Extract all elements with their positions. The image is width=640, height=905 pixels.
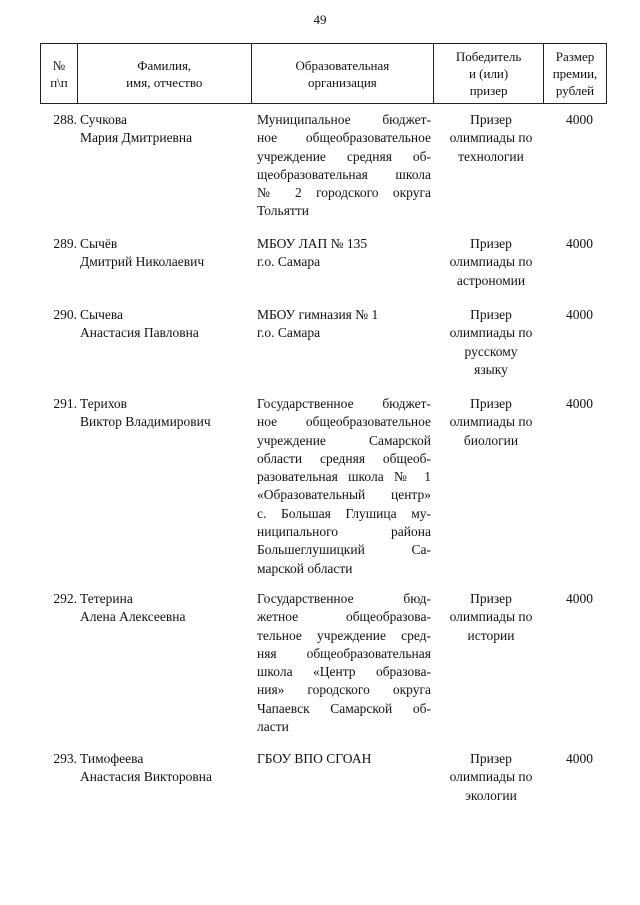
name-line: Тетерина (80, 591, 133, 606)
name-line: Сычева (80, 307, 124, 322)
status-line: Призер (470, 236, 512, 251)
org-line: учреждение Самарской (257, 432, 431, 448)
org-line: марской области (257, 560, 353, 576)
organization (257, 111, 431, 221)
header-amount (544, 44, 607, 104)
row-number: 288. (53, 112, 77, 127)
organization (257, 590, 431, 736)
status-line: олимпиады по (449, 769, 533, 785)
name-line: Мария Дмитриевна (80, 130, 193, 146)
status-line: биологии (463, 432, 519, 448)
status (436, 395, 546, 450)
name-line: Сучкова (80, 112, 128, 127)
org-line: Государственное бюджет- (257, 396, 431, 411)
header-name-line: имя, отчество (126, 74, 203, 90)
header-org (251, 44, 434, 104)
person-name (80, 750, 250, 787)
header-name (77, 44, 251, 104)
organization (257, 306, 431, 343)
org-line: Государственное бюд- (257, 591, 431, 606)
table-header (40, 43, 607, 104)
header-num-line: п\п (50, 74, 68, 90)
row-number: 289. (53, 236, 77, 251)
org-line: МБОУ гимназия № 1 (257, 307, 379, 322)
status-line: Призер (470, 307, 512, 322)
status (436, 306, 546, 379)
prize-amount: 4000 (566, 236, 593, 251)
header-status-line: призер (469, 83, 508, 98)
prize-amount: 4000 (566, 591, 593, 606)
organization (257, 395, 431, 578)
status-line: Призер (470, 751, 512, 766)
header-name-line: Фамилия, (137, 57, 192, 73)
person-name (80, 111, 250, 148)
person-name (80, 590, 250, 627)
org-line: ное общеобразовательное (257, 130, 431, 146)
org-line: ГБОУ ВПО СГОАН (257, 751, 372, 766)
row-number: 293. (53, 751, 77, 766)
status (436, 750, 546, 805)
org-line: ниципального района (257, 524, 431, 540)
header-amount-line: премии, (552, 66, 598, 81)
org-line: ния» городского округа (257, 682, 431, 698)
org-line: г.о. Самара (257, 325, 321, 341)
status-line: астрономии (456, 272, 526, 288)
page-number: 49 (313, 12, 327, 27)
org-line: Чапаевск Самарской об- (257, 700, 431, 716)
organization (257, 750, 431, 768)
header-num-line: № (52, 57, 66, 73)
org-line: учреждение средняя об- (257, 148, 431, 164)
org-line: области средняя общеоб- (257, 450, 431, 466)
status (436, 235, 546, 290)
header-amount-line: Размер (555, 49, 595, 64)
row-number: 292. (53, 591, 77, 606)
person-name (80, 306, 250, 343)
org-line: разовательная школа № 1 (257, 469, 431, 485)
status-line: олимпиады по (449, 325, 533, 341)
header-org-line: организация (307, 74, 377, 90)
org-line: Муниципальное бюджет- (257, 112, 431, 127)
person-name (80, 395, 250, 432)
status-line: экологии (465, 787, 517, 803)
status-line: Призер (470, 591, 512, 606)
header-status-line: Победитель (455, 49, 522, 64)
person-name (80, 235, 250, 272)
row-number: 290. (53, 307, 77, 322)
prize-amount: 4000 (566, 112, 593, 127)
status-line: олимпиады по (449, 130, 533, 146)
status (436, 111, 546, 166)
org-line: ласти (257, 719, 289, 735)
organization (257, 235, 431, 272)
status-line: олимпиады по (449, 254, 533, 270)
name-line: Анастасия Павловна (80, 325, 199, 341)
header-status (434, 44, 544, 104)
status-line: олимпиады по (449, 414, 533, 430)
header-status-line: и (или) (468, 66, 509, 81)
org-line: «Образовательный центр» (257, 487, 431, 503)
name-line: Терихов (80, 396, 128, 411)
status-line: языку (474, 361, 508, 377)
status-line: олимпиады по (449, 609, 533, 625)
status-line: технологии (458, 148, 524, 164)
prize-amount: 4000 (566, 396, 593, 411)
status-line: истории (467, 627, 515, 643)
org-line: няя общеобразовательная (257, 645, 431, 661)
name-line: Тимофеева (80, 751, 144, 766)
org-line: г.о. Самара (257, 254, 321, 270)
org-line: ное общеобразовательное (257, 414, 431, 430)
org-line: тельное учреждение сред- (257, 627, 431, 643)
row-number: 291. (53, 396, 77, 411)
org-line: щеобразовательная школа (257, 166, 431, 182)
name-line: Сычёв (80, 236, 118, 251)
status-line: Призер (470, 112, 512, 127)
org-line: школа «Центр образова- (257, 664, 431, 680)
header-amount-line: рублей (555, 83, 595, 98)
org-line: № 2 городского округа (257, 185, 431, 201)
org-line: МБОУ ЛАП № 135 (257, 236, 368, 251)
name-line: Анастасия Викторовна (80, 769, 212, 785)
name-line: Дмитрий Николаевич (80, 254, 205, 270)
header-org-line: Образовательная (295, 57, 390, 73)
status-line: русскому (464, 343, 518, 359)
prize-amount: 4000 (566, 751, 593, 766)
org-line: Тольятти (257, 203, 309, 219)
prize-amount: 4000 (566, 307, 593, 322)
name-line: Алена Алексеевна (80, 609, 186, 625)
status (436, 590, 546, 645)
org-line: жетное общеобразова- (257, 609, 431, 625)
org-line: с. Большая Глушица му- (257, 505, 431, 521)
org-line: Большеглушицкий Са- (257, 542, 431, 558)
status-line: Призер (470, 396, 512, 411)
header-num (41, 44, 78, 104)
name-line: Виктор Владимирович (80, 414, 211, 430)
